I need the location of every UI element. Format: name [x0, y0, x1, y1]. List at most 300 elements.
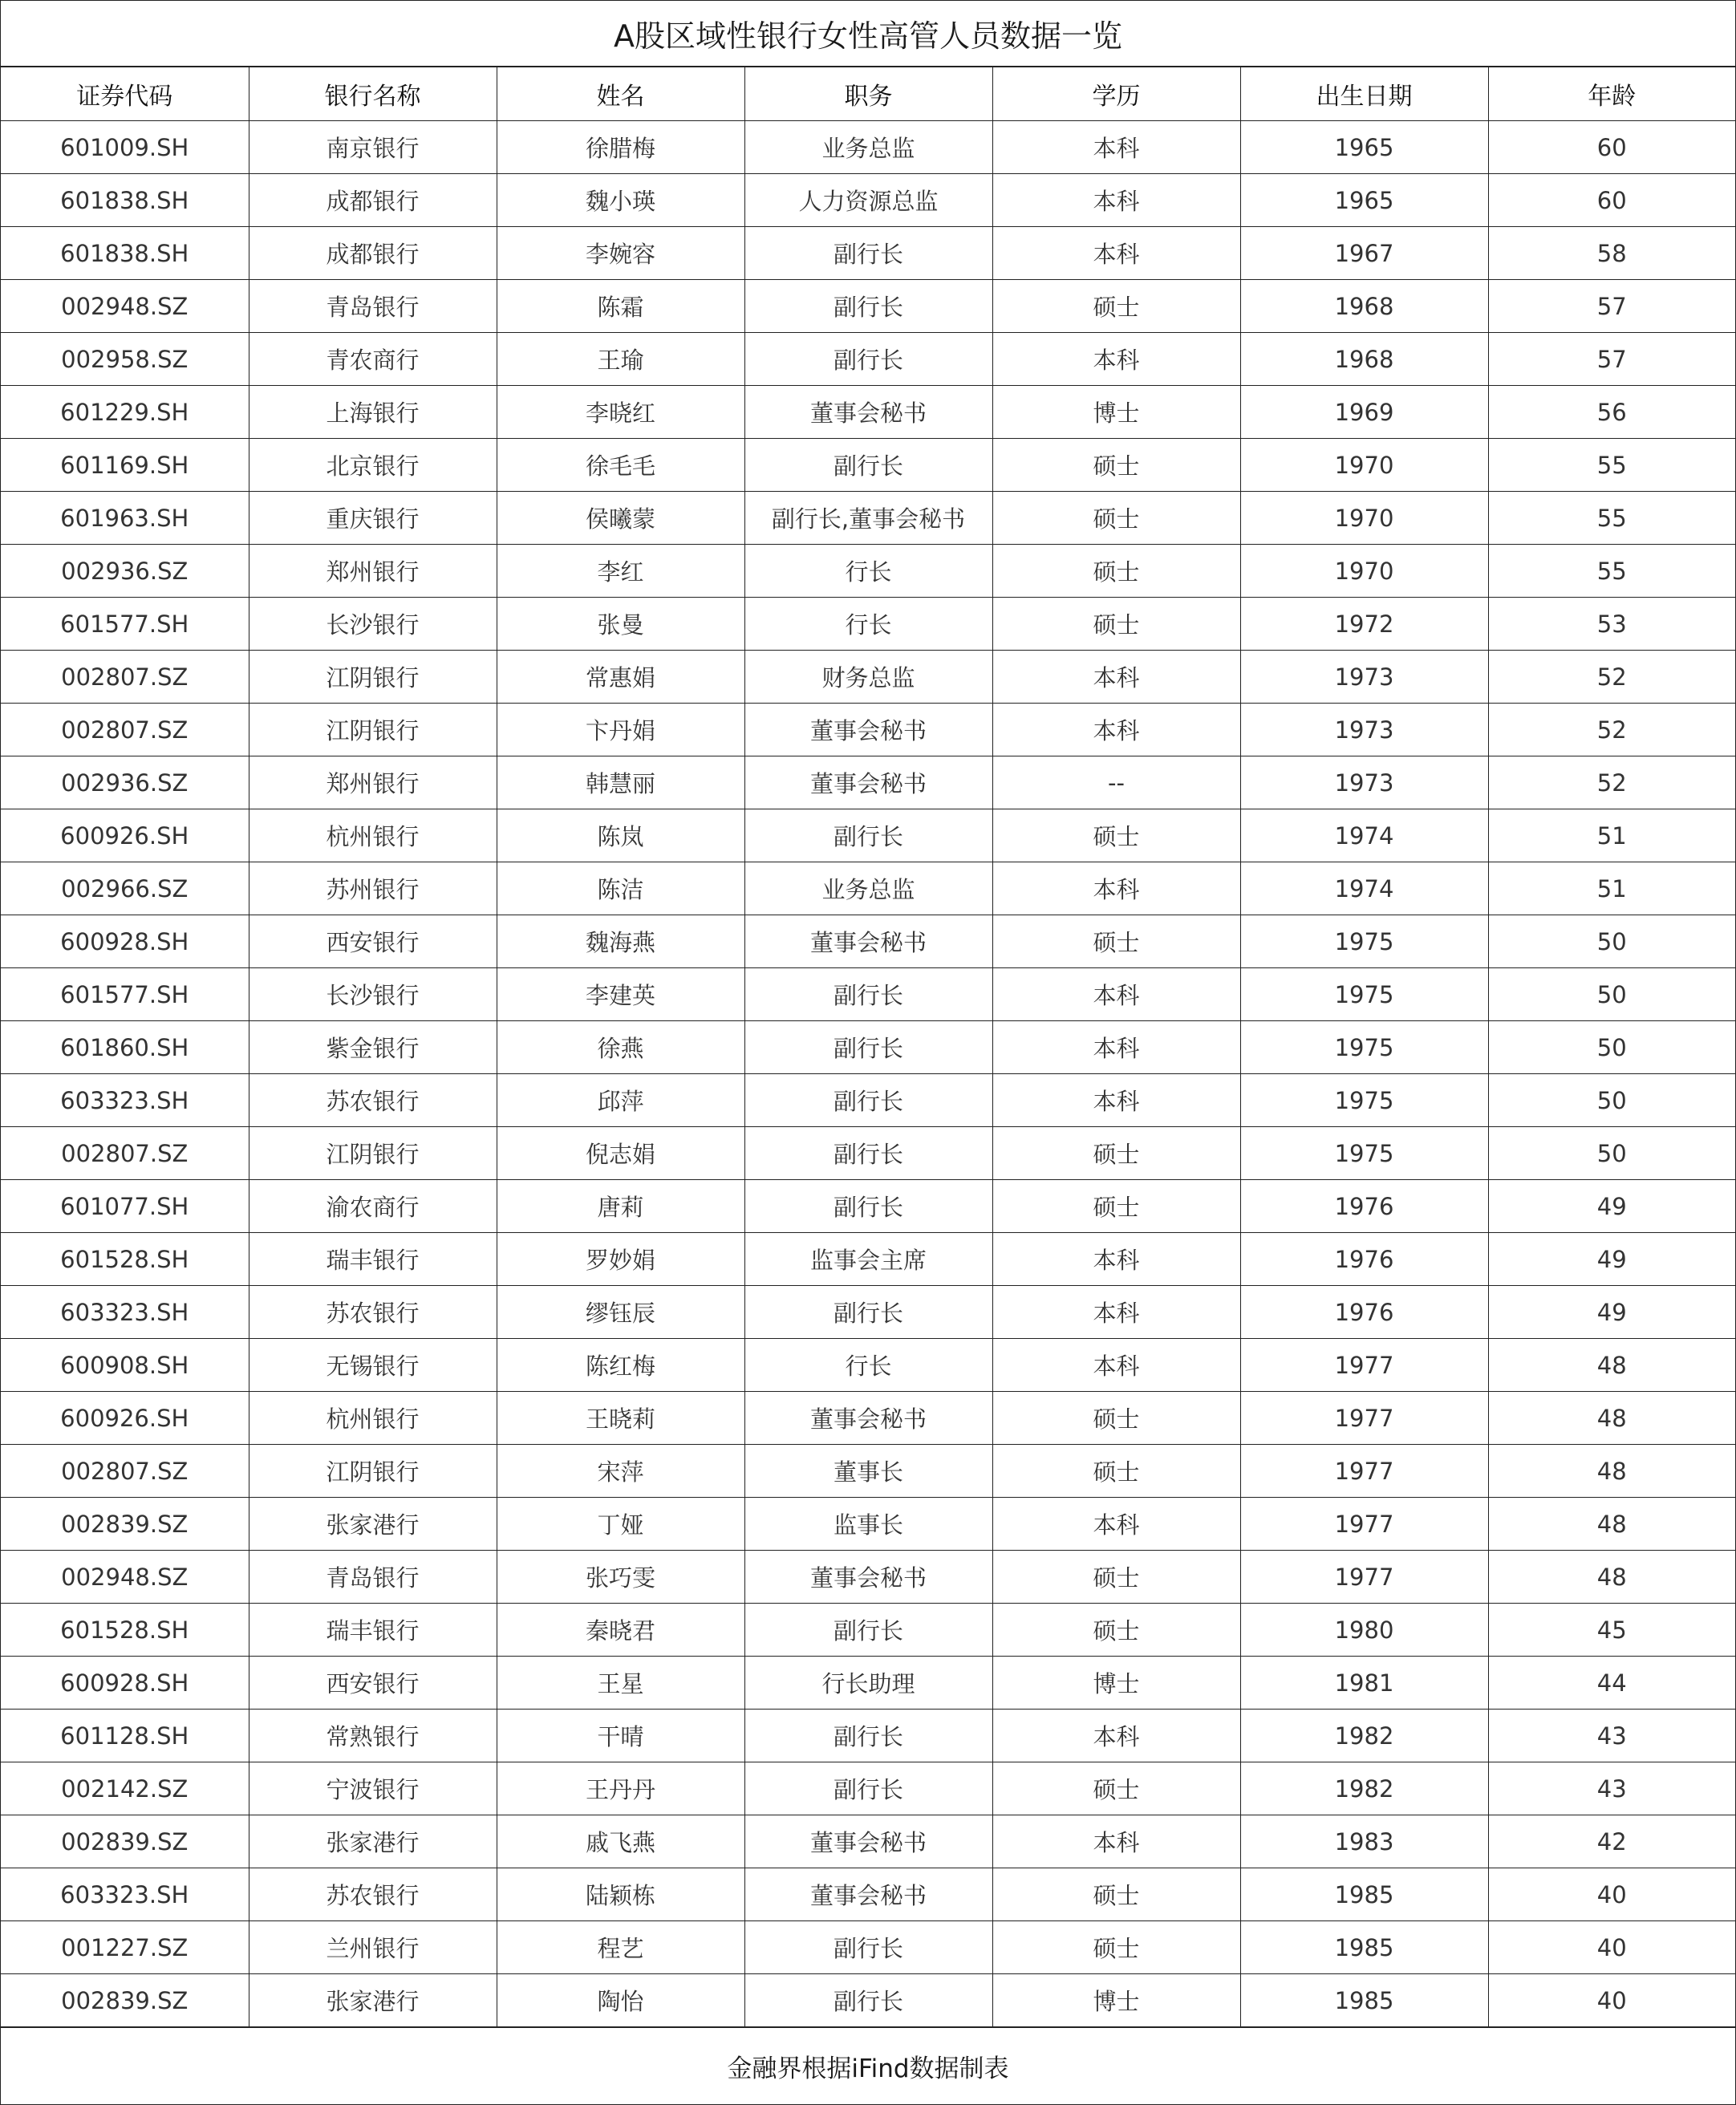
cell-age: 42 [1488, 1815, 1735, 1868]
cell-education: 硕士 [992, 1445, 1240, 1498]
cell-education: 本科 [992, 1074, 1240, 1127]
cell-position: 行长 [744, 545, 992, 598]
cell-birth-year: 1977 [1240, 1445, 1488, 1498]
cell-person-name: 邱萍 [497, 1074, 744, 1127]
table-row [1, 651, 1735, 704]
cell-bank-name: 长沙银行 [249, 598, 497, 651]
cell-position: 副行长 [744, 1127, 992, 1180]
cell-education: 博士 [992, 1657, 1240, 1710]
header-row [1, 67, 1735, 121]
cell-position: 行长助理 [744, 1657, 992, 1710]
executive-table [1, 67, 1735, 2028]
table-row [1, 1180, 1735, 1233]
cell-person-name: 秦晓君 [497, 1604, 744, 1657]
cell-birth-year: 1982 [1240, 1710, 1488, 1762]
cell-person-name: 干晴 [497, 1710, 744, 1762]
cell-stock-code: 601838.SH [1, 227, 249, 280]
cell-education: 本科 [992, 227, 1240, 280]
cell-education: 本科 [992, 1021, 1240, 1074]
cell-age: 52 [1488, 704, 1735, 756]
cell-age: 52 [1488, 756, 1735, 809]
cell-birth-year: 1975 [1240, 968, 1488, 1021]
source-note: 金融界根据iFind数据制表 [727, 2054, 1009, 2083]
table-row [1, 1021, 1735, 1074]
cell-education: 本科 [992, 333, 1240, 386]
cell-age: 51 [1488, 862, 1735, 915]
table-row [1, 1551, 1735, 1604]
cell-age: 49 [1488, 1233, 1735, 1286]
cell-person-name: 李建英 [497, 968, 744, 1021]
cell-bank-name: 杭州银行 [249, 1392, 497, 1445]
cell-position: 业务总监 [744, 862, 992, 915]
cell-position: 副行长,董事会秘书 [744, 492, 992, 545]
cell-person-name: 徐腊梅 [497, 121, 744, 174]
cell-bank-name: 郑州银行 [249, 756, 497, 809]
cell-education: 硕士 [992, 1180, 1240, 1233]
cell-person-name: 王晓莉 [497, 1392, 744, 1445]
cell-stock-code: 600926.SH [1, 1392, 249, 1445]
cell-birth-year: 1975 [1240, 1074, 1488, 1127]
cell-position: 行长 [744, 1339, 992, 1392]
cell-bank-name: 江阴银行 [249, 704, 497, 756]
cell-bank-name: 苏州银行 [249, 862, 497, 915]
cell-bank-name: 紫金银行 [249, 1021, 497, 1074]
cell-education: 本科 [992, 862, 1240, 915]
table-row [1, 756, 1735, 809]
cell-age: 52 [1488, 651, 1735, 704]
cell-stock-code: 601169.SH [1, 439, 249, 492]
cell-birth-year: 1968 [1240, 333, 1488, 386]
header-position: 职务 [744, 67, 992, 121]
cell-education: 硕士 [992, 1127, 1240, 1180]
cell-position: 副行长 [744, 1074, 992, 1127]
cell-age: 53 [1488, 598, 1735, 651]
cell-bank-name: 渝农商行 [249, 1180, 497, 1233]
cell-age: 55 [1488, 439, 1735, 492]
cell-person-name: 陶怡 [497, 1974, 744, 2028]
cell-stock-code: 002948.SZ [1, 280, 249, 333]
cell-age: 57 [1488, 280, 1735, 333]
cell-stock-code: 002948.SZ [1, 1551, 249, 1604]
cell-person-name: 王丹丹 [497, 1762, 744, 1815]
cell-age: 58 [1488, 227, 1735, 280]
table-row [1, 1392, 1735, 1445]
cell-education: 博士 [992, 386, 1240, 439]
cell-person-name: 倪志娟 [497, 1127, 744, 1180]
cell-age: 48 [1488, 1339, 1735, 1392]
cell-birth-year: 1982 [1240, 1762, 1488, 1815]
table-row [1, 333, 1735, 386]
cell-stock-code: 002142.SZ [1, 1762, 249, 1815]
cell-birth-year: 1967 [1240, 227, 1488, 280]
cell-education: 本科 [992, 121, 1240, 174]
cell-position: 副行长 [744, 227, 992, 280]
cell-education: 硕士 [992, 545, 1240, 598]
cell-education: 本科 [992, 1233, 1240, 1286]
cell-bank-name: 青农商行 [249, 333, 497, 386]
cell-education: 硕士 [992, 598, 1240, 651]
cell-stock-code: 601577.SH [1, 598, 249, 651]
table-row [1, 704, 1735, 756]
header-stock-code: 证券代码 [1, 67, 249, 121]
cell-education: 硕士 [992, 492, 1240, 545]
cell-education: 硕士 [992, 1551, 1240, 1604]
cell-education: 本科 [992, 968, 1240, 1021]
cell-birth-year: 1974 [1240, 809, 1488, 862]
cell-birth-year: 1970 [1240, 492, 1488, 545]
cell-education: 博士 [992, 1974, 1240, 2028]
cell-age: 48 [1488, 1551, 1735, 1604]
cell-position: 副行长 [744, 968, 992, 1021]
table-title: A股区域性银行女性高管人员数据一览 [1, 1, 1735, 67]
table-row [1, 1868, 1735, 1921]
cell-bank-name: 北京银行 [249, 439, 497, 492]
cell-age: 45 [1488, 1604, 1735, 1657]
cell-stock-code: 601577.SH [1, 968, 249, 1021]
cell-position: 董事会秘书 [744, 915, 992, 968]
cell-birth-year: 1977 [1240, 1339, 1488, 1392]
cell-stock-code: 601229.SH [1, 386, 249, 439]
cell-birth-year: 1985 [1240, 1868, 1488, 1921]
table-body [1, 121, 1735, 2028]
cell-birth-year: 1975 [1240, 1127, 1488, 1180]
table-row [1, 1762, 1735, 1815]
table-row [1, 1974, 1735, 2028]
cell-bank-name: 江阴银行 [249, 1445, 497, 1498]
cell-position: 副行长 [744, 439, 992, 492]
cell-birth-year: 1981 [1240, 1657, 1488, 1710]
cell-birth-year: 1977 [1240, 1551, 1488, 1604]
cell-age: 44 [1488, 1657, 1735, 1710]
cell-education: 硕士 [992, 1604, 1240, 1657]
cell-bank-name: 西安银行 [249, 1657, 497, 1710]
header-birth-year: 出生日期 [1240, 67, 1488, 121]
table-row [1, 227, 1735, 280]
cell-age: 56 [1488, 386, 1735, 439]
cell-education: 硕士 [992, 1762, 1240, 1815]
cell-person-name: 宋萍 [497, 1445, 744, 1498]
cell-education: 本科 [992, 1710, 1240, 1762]
cell-person-name: 陈红梅 [497, 1339, 744, 1392]
cell-birth-year: 1972 [1240, 598, 1488, 651]
cell-position: 董事会秘书 [744, 704, 992, 756]
cell-birth-year: 1977 [1240, 1392, 1488, 1445]
cell-stock-code: 002839.SZ [1, 1815, 249, 1868]
cell-birth-year: 1977 [1240, 1498, 1488, 1551]
cell-stock-code: 601963.SH [1, 492, 249, 545]
cell-stock-code: 601528.SH [1, 1233, 249, 1286]
cell-birth-year: 1970 [1240, 439, 1488, 492]
cell-bank-name: 宁波银行 [249, 1762, 497, 1815]
cell-education: 硕士 [992, 915, 1240, 968]
cell-birth-year: 1969 [1240, 386, 1488, 439]
cell-position: 董事会秘书 [744, 756, 992, 809]
table-row [1, 1710, 1735, 1762]
cell-person-name: 徐毛毛 [497, 439, 744, 492]
cell-person-name: 张曼 [497, 598, 744, 651]
cell-education: -- [992, 756, 1240, 809]
cell-age: 57 [1488, 333, 1735, 386]
cell-bank-name: 苏农银行 [249, 1868, 497, 1921]
cell-age: 48 [1488, 1498, 1735, 1551]
cell-stock-code: 002807.SZ [1, 1127, 249, 1180]
cell-age: 40 [1488, 1921, 1735, 1974]
cell-position: 副行长 [744, 809, 992, 862]
table-header [1, 67, 1735, 121]
cell-stock-code: 002839.SZ [1, 1498, 249, 1551]
cell-position: 董事会秘书 [744, 1392, 992, 1445]
cell-birth-year: 1985 [1240, 1921, 1488, 1974]
cell-bank-name: 瑞丰银行 [249, 1233, 497, 1286]
cell-person-name: 韩慧丽 [497, 756, 744, 809]
cell-bank-name: 青岛银行 [249, 280, 497, 333]
cell-stock-code: 002807.SZ [1, 651, 249, 704]
cell-position: 副行长 [744, 1762, 992, 1815]
cell-age: 43 [1488, 1710, 1735, 1762]
cell-bank-name: 成都银行 [249, 227, 497, 280]
cell-age: 55 [1488, 492, 1735, 545]
cell-bank-name: 江阴银行 [249, 1127, 497, 1180]
table-row [1, 174, 1735, 227]
cell-bank-name: 常熟银行 [249, 1710, 497, 1762]
cell-position: 监事会主席 [744, 1233, 992, 1286]
cell-stock-code: 002936.SZ [1, 545, 249, 598]
cell-age: 55 [1488, 545, 1735, 598]
cell-stock-code: 600908.SH [1, 1339, 249, 1392]
cell-bank-name: 西安银行 [249, 915, 497, 968]
cell-position: 副行长 [744, 1286, 992, 1339]
table-row [1, 1445, 1735, 1498]
cell-position: 监事长 [744, 1498, 992, 1551]
cell-birth-year: 1970 [1240, 545, 1488, 598]
cell-age: 50 [1488, 915, 1735, 968]
cell-birth-year: 1976 [1240, 1233, 1488, 1286]
cell-age: 43 [1488, 1762, 1735, 1815]
cell-age: 49 [1488, 1286, 1735, 1339]
cell-bank-name: 苏农银行 [249, 1286, 497, 1339]
cell-education: 本科 [992, 1339, 1240, 1392]
header-age: 年龄 [1488, 67, 1735, 121]
cell-age: 51 [1488, 809, 1735, 862]
cell-person-name: 陈岚 [497, 809, 744, 862]
cell-birth-year: 1975 [1240, 915, 1488, 968]
cell-position: 副行长 [744, 280, 992, 333]
table-row [1, 280, 1735, 333]
cell-position: 董事长 [744, 1445, 992, 1498]
cell-bank-name: 上海银行 [249, 386, 497, 439]
cell-position: 董事会秘书 [744, 1815, 992, 1868]
cell-bank-name: 青岛银行 [249, 1551, 497, 1604]
cell-age: 60 [1488, 174, 1735, 227]
cell-age: 60 [1488, 121, 1735, 174]
cell-age: 50 [1488, 1074, 1735, 1127]
cell-education: 硕士 [992, 1868, 1240, 1921]
cell-age: 40 [1488, 1974, 1735, 2028]
table-row [1, 1233, 1735, 1286]
cell-stock-code: 601860.SH [1, 1021, 249, 1074]
cell-bank-name: 南京银行 [249, 121, 497, 174]
cell-person-name: 常惠娟 [497, 651, 744, 704]
cell-position: 行长 [744, 598, 992, 651]
table-row [1, 386, 1735, 439]
table-row [1, 1498, 1735, 1551]
cell-birth-year: 1973 [1240, 756, 1488, 809]
cell-birth-year: 1983 [1240, 1815, 1488, 1868]
cell-person-name: 侯曦蒙 [497, 492, 744, 545]
cell-stock-code: 601077.SH [1, 1180, 249, 1233]
cell-bank-name: 杭州银行 [249, 809, 497, 862]
cell-position: 业务总监 [744, 121, 992, 174]
table-row [1, 1339, 1735, 1392]
cell-stock-code: 603323.SH [1, 1868, 249, 1921]
cell-person-name: 丁娅 [497, 1498, 744, 1551]
cell-education: 本科 [992, 1815, 1240, 1868]
cell-stock-code: 603323.SH [1, 1286, 249, 1339]
cell-birth-year: 1975 [1240, 1021, 1488, 1074]
cell-bank-name: 成都银行 [249, 174, 497, 227]
table-row [1, 1074, 1735, 1127]
cell-bank-name: 瑞丰银行 [249, 1604, 497, 1657]
cell-birth-year: 1973 [1240, 704, 1488, 756]
cell-bank-name: 无锡银行 [249, 1339, 497, 1392]
cell-birth-year: 1968 [1240, 280, 1488, 333]
table-row [1, 121, 1735, 174]
cell-birth-year: 1980 [1240, 1604, 1488, 1657]
cell-position: 副行长 [744, 333, 992, 386]
cell-bank-name: 江阴银行 [249, 651, 497, 704]
cell-stock-code: 002958.SZ [1, 333, 249, 386]
cell-age: 48 [1488, 1392, 1735, 1445]
cell-position: 副行长 [744, 1974, 992, 2028]
table-row [1, 862, 1735, 915]
cell-person-name: 唐莉 [497, 1180, 744, 1233]
cell-bank-name: 张家港行 [249, 1974, 497, 2028]
cell-stock-code: 601009.SH [1, 121, 249, 174]
cell-age: 49 [1488, 1180, 1735, 1233]
cell-person-name: 罗妙娟 [497, 1233, 744, 1286]
cell-bank-name: 张家港行 [249, 1498, 497, 1551]
cell-birth-year: 1974 [1240, 862, 1488, 915]
cell-position: 董事会秘书 [744, 1868, 992, 1921]
cell-education: 本科 [992, 704, 1240, 756]
cell-bank-name: 兰州银行 [249, 1921, 497, 1974]
cell-age: 50 [1488, 968, 1735, 1021]
cell-position: 副行长 [744, 1604, 992, 1657]
cell-bank-name: 长沙银行 [249, 968, 497, 1021]
table-row [1, 1657, 1735, 1710]
cell-stock-code: 601838.SH [1, 174, 249, 227]
table-row [1, 1921, 1735, 1974]
cell-stock-code: 600928.SH [1, 915, 249, 968]
cell-stock-code: 600928.SH [1, 1657, 249, 1710]
cell-position: 财务总监 [744, 651, 992, 704]
header-education: 学历 [992, 67, 1240, 121]
cell-person-name: 魏小瑛 [497, 174, 744, 227]
cell-bank-name: 苏农银行 [249, 1074, 497, 1127]
cell-education: 本科 [992, 174, 1240, 227]
table-row [1, 1286, 1735, 1339]
cell-person-name: 陈洁 [497, 862, 744, 915]
cell-position: 董事会秘书 [744, 1551, 992, 1604]
cell-age: 50 [1488, 1127, 1735, 1180]
cell-education: 硕士 [992, 280, 1240, 333]
cell-person-name: 徐燕 [497, 1021, 744, 1074]
cell-education: 硕士 [992, 1392, 1240, 1445]
cell-person-name: 张巧雯 [497, 1551, 744, 1604]
cell-education: 本科 [992, 1286, 1240, 1339]
cell-person-name: 程艺 [497, 1921, 744, 1974]
table-row [1, 968, 1735, 1021]
cell-education: 硕士 [992, 809, 1240, 862]
cell-position: 副行长 [744, 1021, 992, 1074]
table-row [1, 915, 1735, 968]
header-person-name: 姓名 [497, 67, 744, 121]
cell-bank-name: 张家港行 [249, 1815, 497, 1868]
table-row [1, 545, 1735, 598]
cell-age: 40 [1488, 1868, 1735, 1921]
cell-education: 硕士 [992, 1921, 1240, 1974]
table-row [1, 809, 1735, 862]
cell-stock-code: 002966.SZ [1, 862, 249, 915]
table-row [1, 1127, 1735, 1180]
cell-stock-code: 600926.SH [1, 809, 249, 862]
cell-birth-year: 1973 [1240, 651, 1488, 704]
cell-position: 副行长 [744, 1180, 992, 1233]
cell-position: 副行长 [744, 1710, 992, 1762]
cell-person-name: 魏海燕 [497, 915, 744, 968]
table-row [1, 1815, 1735, 1868]
table-row [1, 439, 1735, 492]
cell-person-name: 李晓红 [497, 386, 744, 439]
cell-person-name: 王星 [497, 1657, 744, 1710]
cell-stock-code: 002807.SZ [1, 704, 249, 756]
cell-birth-year: 1965 [1240, 174, 1488, 227]
table-row [1, 598, 1735, 651]
cell-stock-code: 601128.SH [1, 1710, 249, 1762]
cell-stock-code: 601528.SH [1, 1604, 249, 1657]
cell-education: 本科 [992, 1498, 1240, 1551]
cell-bank-name: 郑州银行 [249, 545, 497, 598]
cell-stock-code: 002839.SZ [1, 1974, 249, 2028]
header-bank-name: 银行名称 [249, 67, 497, 121]
cell-position: 人力资源总监 [744, 174, 992, 227]
cell-birth-year: 1976 [1240, 1286, 1488, 1339]
table-row [1, 492, 1735, 545]
cell-birth-year: 1976 [1240, 1180, 1488, 1233]
cell-birth-year: 1965 [1240, 121, 1488, 174]
cell-position: 副行长 [744, 1921, 992, 1974]
cell-stock-code: 603323.SH [1, 1074, 249, 1127]
cell-person-name: 缪钰辰 [497, 1286, 744, 1339]
cell-birth-year: 1985 [1240, 1974, 1488, 2028]
cell-bank-name: 重庆银行 [249, 492, 497, 545]
cell-age: 50 [1488, 1021, 1735, 1074]
cell-person-name: 卞丹娟 [497, 704, 744, 756]
cell-person-name: 李婉容 [497, 227, 744, 280]
cell-person-name: 陈霜 [497, 280, 744, 333]
cell-person-name: 王瑜 [497, 333, 744, 386]
cell-person-name: 戚飞燕 [497, 1815, 744, 1868]
cell-person-name: 陆颖栋 [497, 1868, 744, 1921]
cell-education: 本科 [992, 651, 1240, 704]
cell-stock-code: 002936.SZ [1, 756, 249, 809]
table-row [1, 1604, 1735, 1657]
cell-stock-code: 002807.SZ [1, 1445, 249, 1498]
cell-position: 董事会秘书 [744, 386, 992, 439]
cell-stock-code: 001227.SZ [1, 1921, 249, 1974]
cell-age: 48 [1488, 1445, 1735, 1498]
cell-person-name: 李红 [497, 545, 744, 598]
